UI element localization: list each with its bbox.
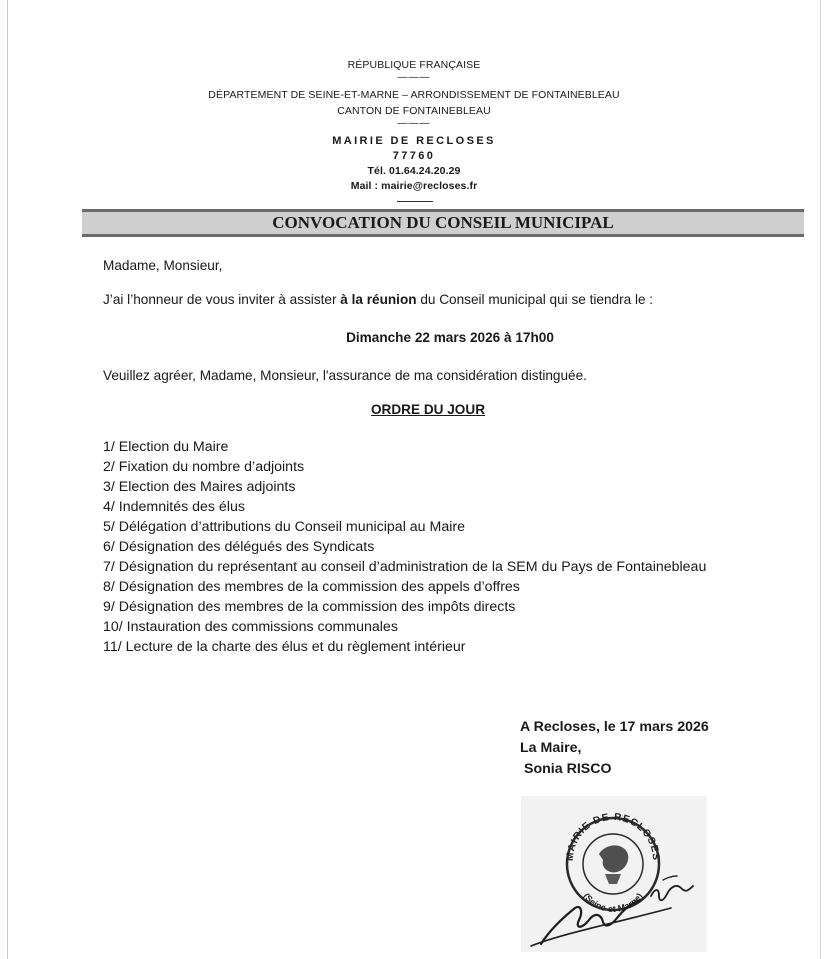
header-telephone: Tél. 01.64.24.20.29 — [367, 165, 461, 177]
header-separator: ——— — [397, 72, 431, 83]
invitation-after: du Conseil municipal qui se tiendra le : — [416, 292, 654, 307]
invitation-text — [103, 292, 653, 307]
header-divider — [397, 201, 433, 202]
signature-role: La Maire, — [520, 740, 582, 756]
agenda-item: 7/ Désignation du représentant au conseil d’administration de la SEM du Pays de Fontainebleau — [103, 559, 707, 575]
invitation-bold: à la réunion — [340, 292, 417, 307]
agenda-item: 8/ Désignation des membres de la commission des appels d’offres — [103, 579, 520, 595]
signature-place-date: A Recloses, le 17 mars 2026 — [520, 719, 709, 735]
header-canton: CANTON DE FONTAINEBLEAU — [337, 105, 491, 117]
meeting-date: Dimanche 22 mars 2026 à 17h00 — [346, 330, 554, 345]
agenda-item: 6/ Désignation des délégués des Syndicats — [103, 539, 375, 555]
closing-formula: Veuillez agréer, Madame, Monsieur, l'assurance de ma considération distinguée. — [103, 368, 587, 383]
agenda-item: 2/ Fixation du nombre d’adjoints — [103, 459, 305, 475]
header-mairie: MAIRIE DE RECLOSES — [332, 135, 496, 147]
title-banner — [82, 209, 804, 237]
agenda-item: 11/ Lecture de la charte des élus et du règlement intérieur — [103, 639, 466, 655]
agenda-heading: ORDRE DU JOUR — [370, 402, 486, 417]
page-title: CONVOCATION DU CONSEIL MUNICIPAL — [272, 213, 614, 232]
agenda-item: 1/ Election du Maire — [103, 439, 229, 455]
official-stamp-icon — [521, 796, 707, 952]
agenda-item: 5/ Délégation d’attributions du Conseil municipal au Maire — [103, 519, 465, 535]
agenda-item: 10/ Instauration des commissions communales — [103, 619, 398, 635]
header-departement: DÉPARTEMENT DE SEINE-ET-MARNE – ARRONDISSEMENT DE FONTAINEBLEAU — [208, 89, 620, 101]
invitation-before: J’ai l’honneur de vous inviter à assister — [103, 292, 341, 307]
stamp-text-bottom: (Seine-et-Marne) — [581, 891, 645, 915]
agenda-item: 4/ Indemnités des élus — [103, 499, 245, 515]
stamp-text-top: MAIRIE DE RECLOSES — [564, 811, 662, 862]
header-mail: Mail : mairie@recloses.fr — [350, 180, 478, 192]
signature-name: Sonia RISCO — [524, 761, 612, 777]
stamp-signature-area — [521, 796, 707, 952]
header-code-postal: 77760 — [392, 150, 436, 162]
agenda-item: 9/ Désignation des membres de la commission des impôts directs — [103, 599, 516, 615]
header-republique: RÉPUBLIQUE FRANÇAISE — [347, 59, 481, 71]
greeting: Madame, Monsieur, — [103, 258, 223, 273]
header-separator-2: ——— — [397, 118, 431, 129]
agenda-item: 3/ Election des Maires adjoints — [103, 479, 296, 495]
